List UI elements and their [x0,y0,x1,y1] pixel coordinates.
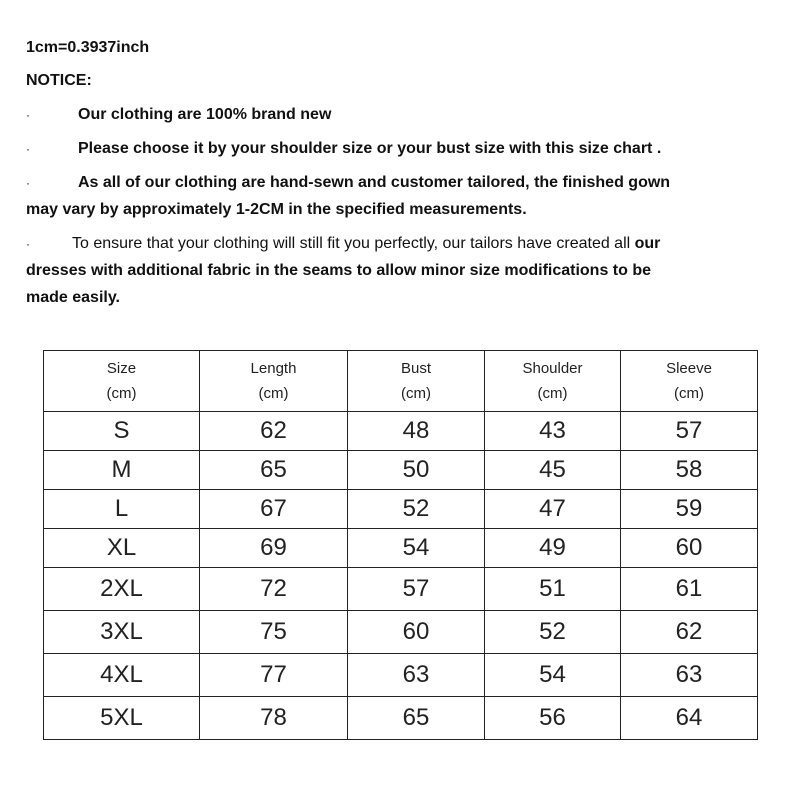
cell-size: L [44,490,200,529]
notice-item [26,105,786,125]
table-row [44,697,758,740]
notice-item [26,234,786,308]
cell-sleeve: 61 [621,568,758,611]
header-length: Length (cm) [200,351,348,412]
table-row [44,654,758,697]
bullet-dot: · [26,142,30,156]
bullet-dot: · [26,108,30,122]
cell-shoulder: 52 [485,611,621,654]
cell-shoulder: 45 [485,451,621,490]
cell-size: 4XL [44,654,200,697]
size-chart-table [43,350,758,740]
cell-sleeve: 63 [621,654,758,697]
cell-sleeve: 62 [621,611,758,654]
cell-length: 67 [200,490,348,529]
cell-length: 65 [200,451,348,490]
cell-size: 3XL [44,611,200,654]
cell-length: 62 [200,412,348,451]
header-size: Size (cm) [44,351,200,412]
header-sleeve: Sleeve (cm) [621,351,758,412]
notice-text-bold: our [630,235,661,252]
cell-length: 72 [200,568,348,611]
table-row [44,611,758,654]
cell-bust: 65 [348,697,485,740]
notice-text-continued: made easily. [26,289,120,306]
unit-conversion: 1cm=0.3937inch [26,39,150,56]
cell-length: 78 [200,697,348,740]
header-shoulder: Shoulder (cm) [485,351,621,412]
cell-sleeve: 64 [621,697,758,740]
notice-item [26,139,786,159]
bullet-dot: · [26,176,30,190]
table-row [44,529,758,568]
cell-bust: 50 [348,451,485,490]
cell-bust: 63 [348,654,485,697]
cell-sleeve: 60 [621,529,758,568]
notice-text: Please choose it by your shoulder size or your bust size with this size chart . [78,140,662,157]
notice-title: NOTICE: [26,72,92,89]
notice-text: As all of our clothing are hand-sewn and customer tailored, the finished gown [78,174,671,191]
header-bust: Bust (cm) [348,351,485,412]
cell-size: 2XL [44,568,200,611]
cell-bust: 54 [348,529,485,568]
table-header-row [44,351,758,412]
cell-shoulder: 47 [485,490,621,529]
cell-size: S [44,412,200,451]
cell-size: XL [44,529,200,568]
table-row [44,451,758,490]
notice-text-continued: may vary by approximately 1-2CM in the specified measurements. [26,201,527,218]
table-row [44,412,758,451]
cell-shoulder: 43 [485,412,621,451]
cell-length: 75 [200,611,348,654]
notice-section [26,38,786,322]
cell-bust: 57 [348,568,485,611]
table-row [44,490,758,529]
cell-size: M [44,451,200,490]
notice-text: To ensure that your clothing will still fit you perfectly, our tailors have created all [72,235,631,252]
bullet-dot: · [26,237,30,251]
notice-text-continued: dresses with additional fabric in the seams to allow minor size modifications to be [26,262,652,279]
cell-size: 5XL [44,697,200,740]
table-row [44,568,758,611]
cell-length: 69 [200,529,348,568]
cell-sleeve: 58 [621,451,758,490]
notice-item [26,173,786,220]
cell-shoulder: 51 [485,568,621,611]
cell-bust: 60 [348,611,485,654]
notice-text: Our clothing are 100% brand new [78,106,332,123]
cell-shoulder: 49 [485,529,621,568]
cell-length: 77 [200,654,348,697]
cell-shoulder: 56 [485,697,621,740]
cell-bust: 48 [348,412,485,451]
cell-sleeve: 57 [621,412,758,451]
cell-shoulder: 54 [485,654,621,697]
cell-bust: 52 [348,490,485,529]
cell-sleeve: 59 [621,490,758,529]
